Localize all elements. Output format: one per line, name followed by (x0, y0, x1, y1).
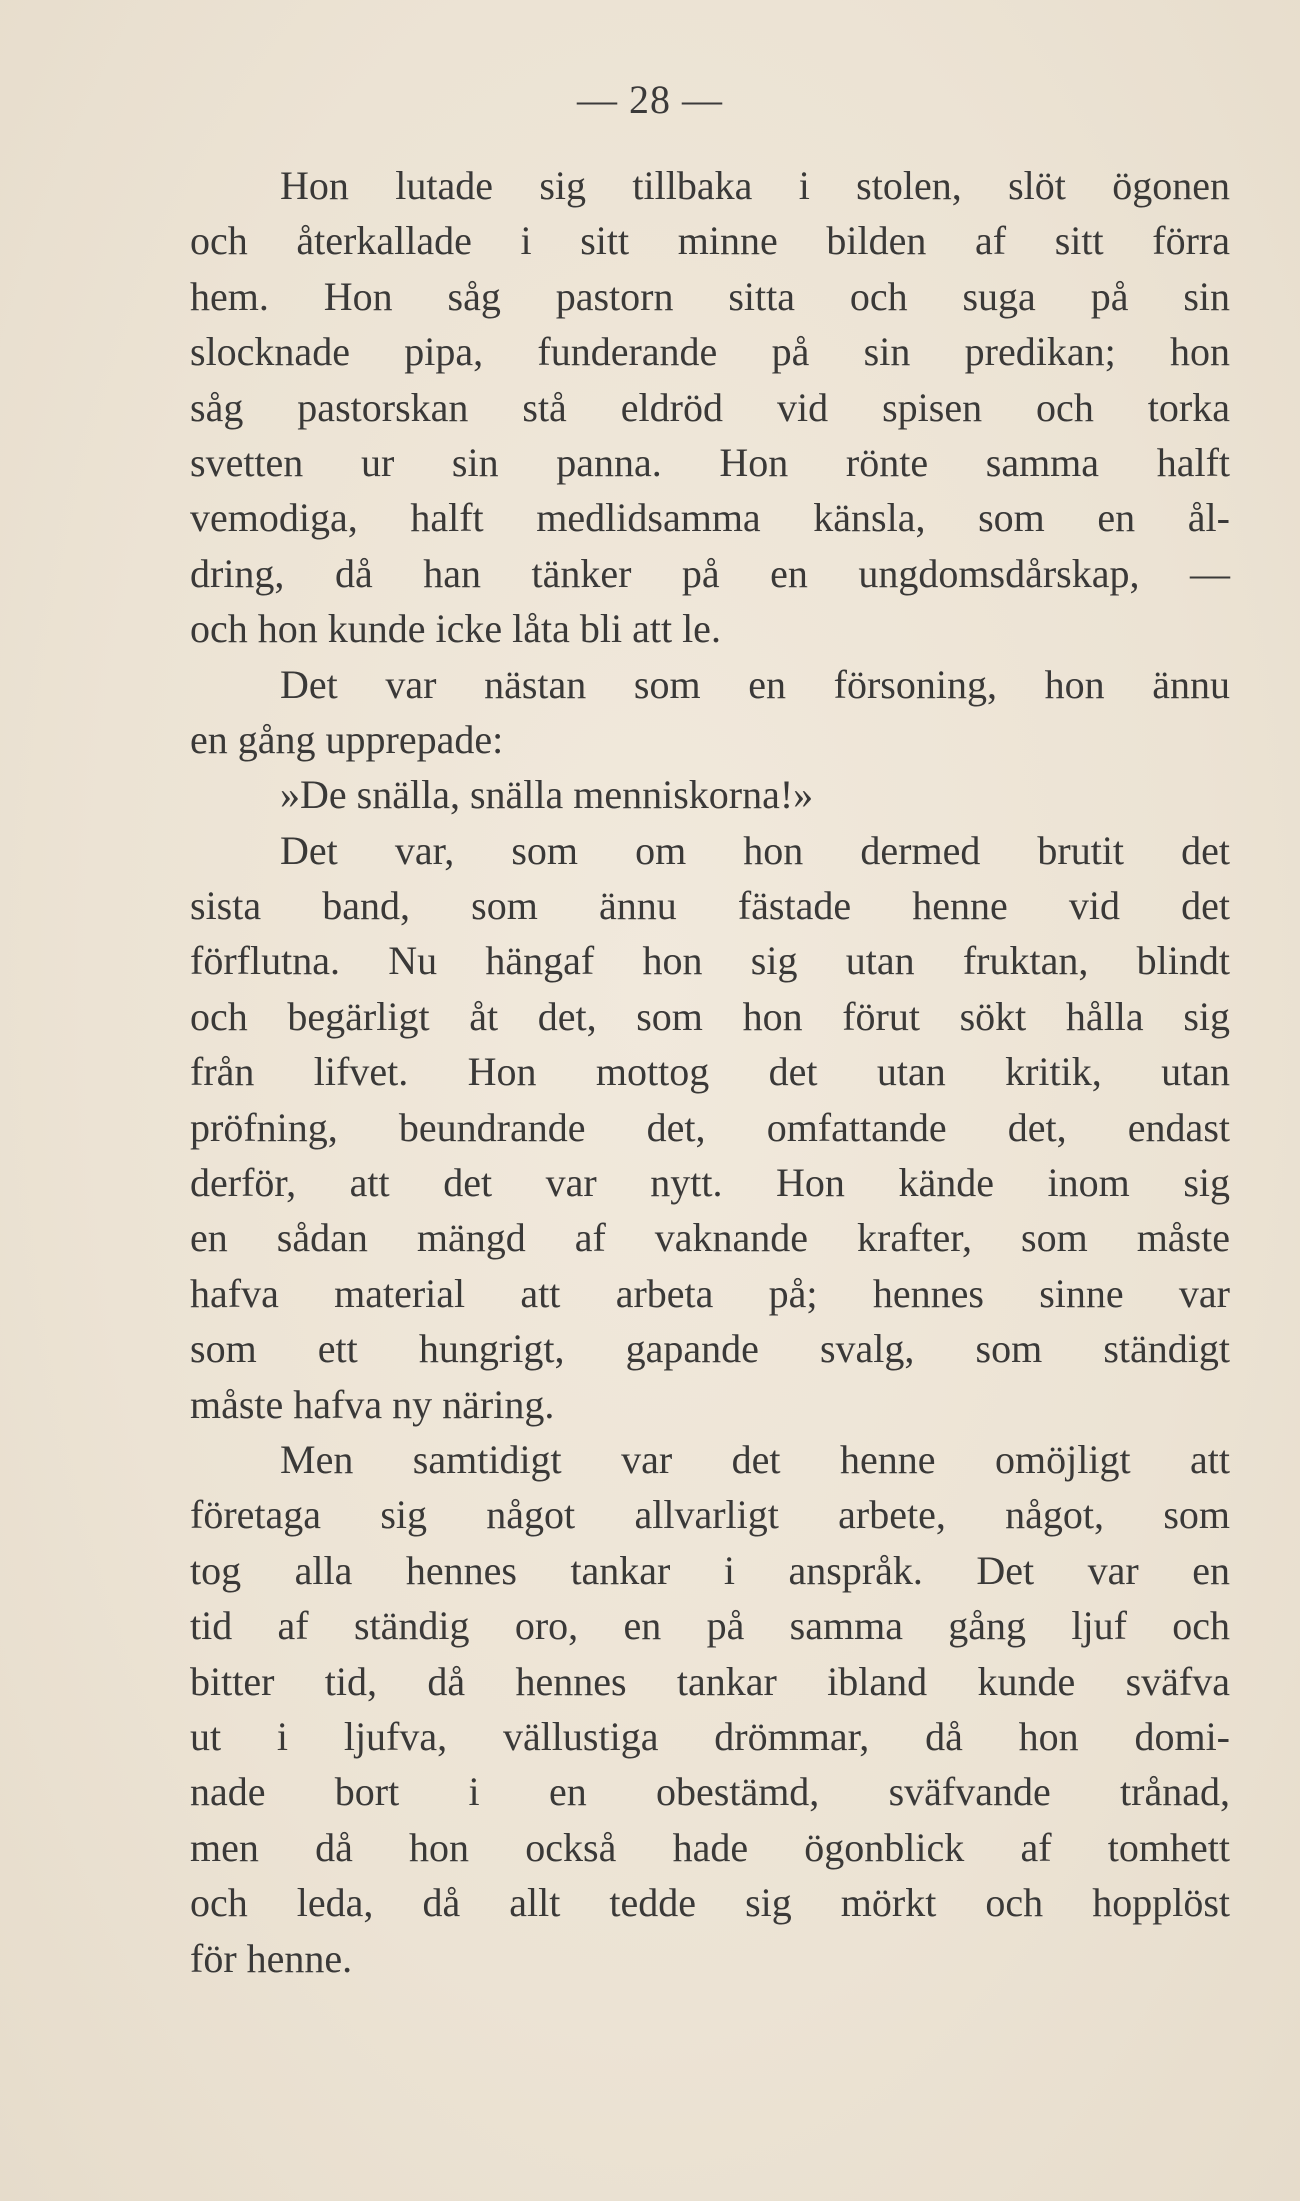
text-line: slocknade pipa, funderande på sin predikan; hon (190, 329, 1230, 375)
text-line: nade bort i en obestämd, sväfvande trånad, (190, 1769, 1230, 1815)
text-line: derför, att det var nytt. Hon kände inom sig (190, 1160, 1230, 1206)
text-line: förflutna. Nu hängaf hon sig utan fruktan, blindt (190, 938, 1230, 984)
text-line: från lifvet. Hon mottog det utan kritik, utan (190, 1049, 1230, 1095)
text-line: och hon kunde icke låta bli att le. (190, 606, 721, 652)
text-line: Det var nästan som en försoning, hon ännu (280, 661, 1230, 707)
text-line: »De snälla, snälla menniskorna!» (280, 772, 814, 818)
text-line: svetten ur sin panna. Hon rönte samma halft (190, 439, 1230, 485)
text-line: Men samtidigt var det henne omöjligt att (280, 1436, 1230, 1482)
text-line: hafva material att arbeta på; hennes sinne var (190, 1270, 1230, 1316)
text-line: såg pastorskan stå eldröd vid spisen och torka (190, 384, 1230, 430)
text-line: för henne. (190, 1935, 353, 1981)
text-line: måste hafva ny näring. (190, 1381, 555, 1427)
text-line: Hon lutade sig tillbaka i stolen, slöt ögonen (280, 163, 1230, 208)
text-line: dring, då han tänker på en ungdomsdårskap, — (190, 550, 1230, 596)
text-line: hem. Hon såg pastorn sitta och suga på sin (190, 273, 1230, 319)
text-line: ut i ljufva, vällustiga drömmar, då hon domi- (190, 1713, 1230, 1759)
text-line: som ett hungrigt, gapande svalg, som ständigt (190, 1326, 1230, 1372)
text-line: vemodiga, halft medlidsamma känsla, som en ål- (190, 495, 1230, 541)
text-line: en sådan mängd af vaknande krafter, som måste (190, 1215, 1230, 1261)
text-line: pröfning, beundrande det, omfattande det, endast (190, 1104, 1230, 1150)
body-text (190, 158, 1230, 1986)
text-line: och begärligt åt det, som hon förut sökt hålla sig (190, 993, 1230, 1039)
text-line: sista band, som ännu fästade henne vid det (190, 883, 1230, 929)
text-line: Det var, som om hon dermed brutit det (280, 827, 1230, 873)
text-line: men då hon också hade ögonblick af tomhett (190, 1824, 1230, 1870)
text-line: en gång upprepade: (190, 716, 504, 762)
text-line: bitter tid, då hennes tankar ibland kunde sväfva (190, 1658, 1230, 1704)
text-line: företaga sig något allvarligt arbete, något, som (190, 1492, 1230, 1538)
text-line: och leda, då allt tedde sig mörkt och hopplöst (190, 1880, 1230, 1926)
text-line: tid af ständig oro, en på samma gång ljuf och (190, 1603, 1230, 1649)
page-number: — 28 — (577, 77, 723, 122)
text-line: tog alla hennes tankar i anspråk. Det var en (190, 1547, 1230, 1593)
text-line: och återkallade i sitt minne bilden af sitt förra (190, 218, 1230, 264)
